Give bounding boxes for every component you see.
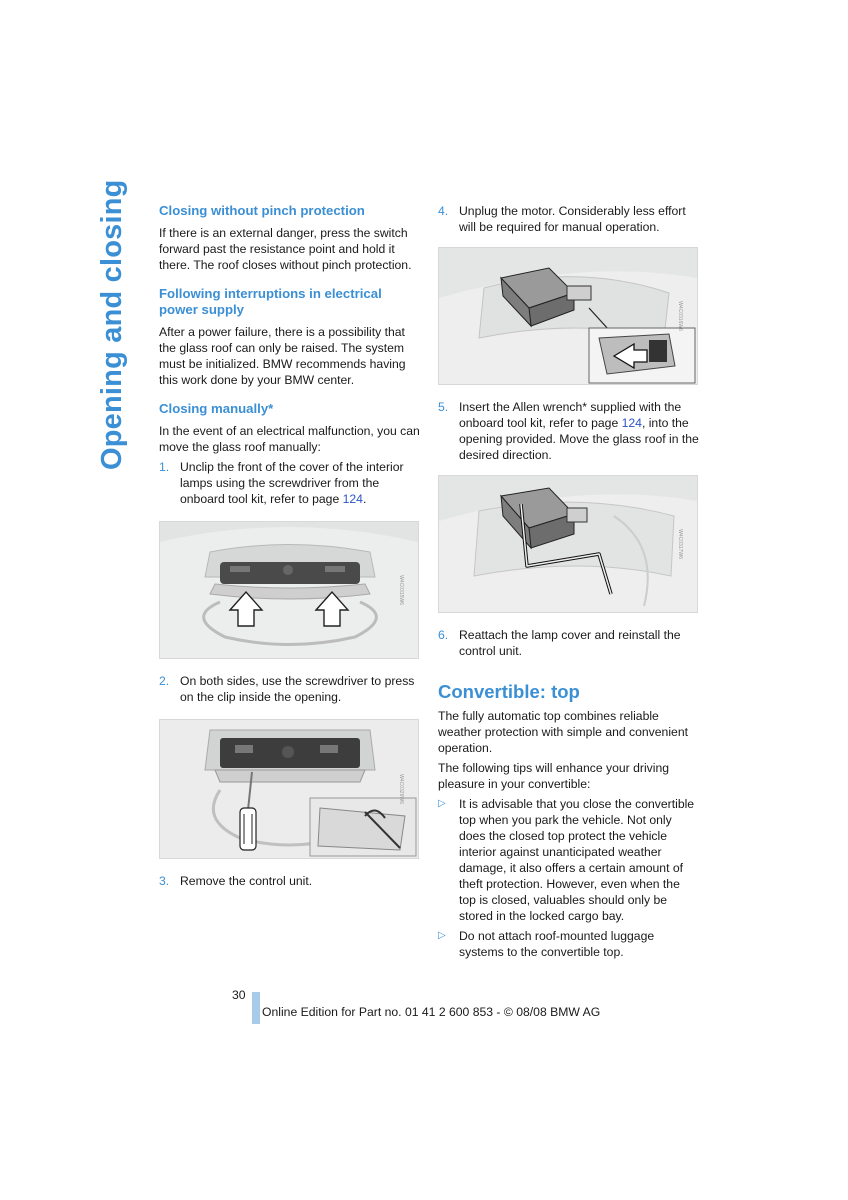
- step-text: On both sides, use the screwdriver to press on the clip inside the opening.: [180, 674, 415, 704]
- right-column: [438, 203, 700, 964]
- bullet-item: [438, 796, 700, 924]
- heading-closing-without-pinch: Closing without pinch protection: [159, 203, 365, 218]
- step-number: 2.: [159, 674, 170, 688]
- step-text: Remove the control unit.: [180, 874, 313, 888]
- heading-convertible-top: Convertible: top: [438, 681, 580, 702]
- left-column: [159, 203, 421, 889]
- lamp-cover-illustration: [160, 522, 418, 658]
- triangle-bullet-icon: ▷: [438, 798, 446, 809]
- bullet-text: Do not attach roof-mounted luggage systems to the convertible top.: [459, 929, 655, 959]
- bullet-text: It is advisable that you close the convertible top when you park the vehicle. Not only does the closed top protect the vehicle interior against unanticipated weather damage, it also offers a certain amount of theft protection. However, even when the top is closed, valuables should only be stored in the locked cargo bay.: [459, 797, 695, 923]
- step-5: [438, 399, 700, 463]
- step-text: [459, 399, 700, 463]
- step-4: [438, 203, 700, 235]
- step-6: [438, 627, 700, 659]
- step-1: [159, 459, 421, 507]
- step-text-part: , into the opening provided. Move the glass roof in the desired direction.: [459, 416, 699, 462]
- motor-illustration: [439, 248, 697, 384]
- paragraph-closing-without-pinch: If there is an external danger, press the switch forward past the resistance point and hold it there. The roof closes without pinch protection.: [159, 226, 412, 272]
- heading-power-interruption: Following interruptions in electrical power supply: [159, 286, 382, 317]
- figure-code: W4C0316W6: [677, 301, 684, 331]
- figure-allen-wrench: [438, 475, 698, 613]
- step-number: 3.: [159, 874, 170, 888]
- figure-code: W4C0326W6: [398, 774, 405, 804]
- step-text: Unplug the motor. Considerably less effort will be required for manual operation.: [459, 204, 686, 234]
- footer-edition-text: Online Edition for Part no. 01 41 2 600 853 - © 08/08 BMW AG: [262, 1005, 601, 1019]
- step-number: 4.: [438, 204, 449, 218]
- step-text: [180, 459, 421, 507]
- paragraph-power-interruption: After a power failure, there is a possibility that the glass roof can only be raised. The system must be initialized. BMW recommends having this work done by your BMW center.: [159, 325, 406, 387]
- figure-unplug-motor: [438, 247, 698, 385]
- step-text-part: Insert the Allen wrench* supplied with the onboard tool kit, refer to page: [459, 400, 682, 430]
- triangle-bullet-icon: ▷: [438, 930, 446, 941]
- step-number: 5.: [438, 400, 449, 414]
- step-number: 1.: [159, 460, 170, 474]
- step-2: [159, 673, 421, 705]
- step-3: [159, 873, 421, 889]
- page-reference-link[interactable]: 124: [342, 492, 363, 506]
- step-text: Reattach the lamp cover and reinstall the control unit.: [459, 628, 681, 658]
- figure-code: W4C0315W6: [398, 575, 405, 605]
- allen-wrench-illustration: [439, 476, 697, 612]
- figure-screwdriver-clip: [159, 719, 419, 859]
- heading-closing-manually: Closing manually*: [159, 401, 274, 416]
- paragraph-convertible-tips: The following tips will enhance your driving pleasure in your convertible:: [438, 761, 670, 791]
- paragraph-convertible-intro: The fully automatic top combines reliable weather protection with simple and convenient operation.: [438, 709, 688, 755]
- step-text-part: Unclip the front of the cover of the interior lamps using the screwdriver from the onboard tool kit, refer to page: [180, 460, 404, 506]
- screwdriver-illustration: [160, 720, 418, 858]
- figure-interior-lamp-cover: [159, 521, 419, 659]
- footer-accent-bar: [252, 992, 260, 1024]
- section-side-title: Opening and closing: [96, 179, 128, 470]
- page-reference-link[interactable]: 124: [621, 416, 642, 430]
- bullet-item: [438, 928, 700, 960]
- paragraph-closing-manually: In the event of an electrical malfunction, you can move the glass roof manually:: [159, 424, 420, 454]
- step-number: 6.: [438, 628, 449, 642]
- figure-code: W4C0317W6: [677, 529, 684, 559]
- step-text-part: .: [362, 492, 367, 506]
- page-number: 30: [232, 988, 246, 1002]
